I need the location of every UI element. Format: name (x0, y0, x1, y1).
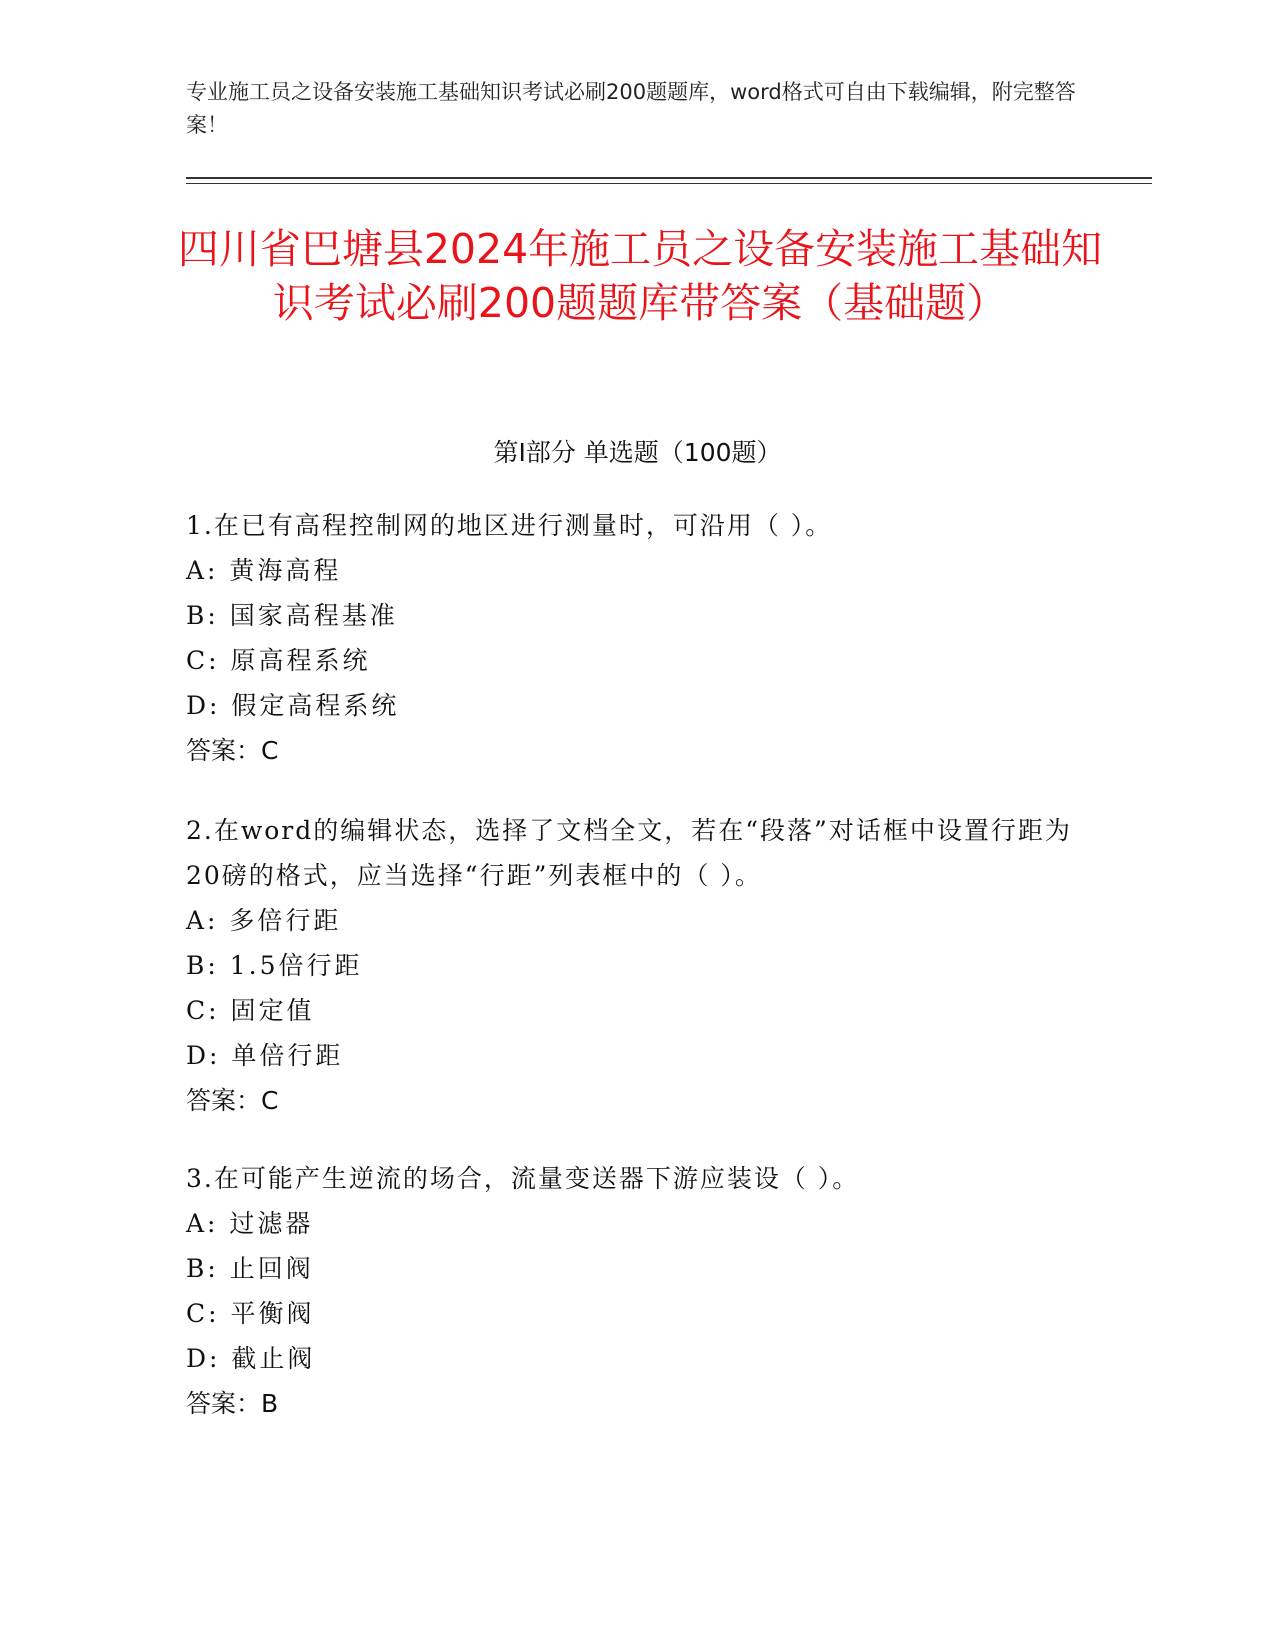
question-text: 2.在word的编辑状态，选择了文档全文，若在“段落”对话框中设置行距为20磅的格式，应当选择“行距”列表框中的（ ）。 (186, 816, 1072, 890)
answer: 答案：B (186, 1389, 279, 1418)
option-c: C: 原高程系统 (186, 646, 371, 675)
header-rule-thick (186, 177, 1152, 179)
header-note: 专业施工员之设备安装施工基础知识考试必刷200题题库，word格式可自由下载编辑，附完整答案！ (186, 80, 1076, 137)
question-text: 3.在可能产生逆流的场合，流量变送器下游应装设（ ）。 (186, 1164, 860, 1193)
question-2 (186, 808, 1086, 1123)
option-b: B: 止回阀 (186, 1254, 314, 1283)
document-title: 四川省巴塘县2024年施工员之设备安装施工基础知识考试必刷200题题库带答案（基础题） (177, 225, 1103, 327)
option-a: A: 过滤器 (186, 1209, 314, 1238)
question-text: 1.在已有高程控制网的地区进行测量时，可沿用（ ）。 (186, 511, 833, 540)
option-c: C: 平衡阀 (186, 1299, 315, 1328)
section-heading: 第Ⅰ部分 单选题（100题） (493, 438, 782, 467)
option-d: D: 单倍行距 (186, 1041, 344, 1070)
option-a: A: 黄海高程 (186, 556, 342, 585)
option-d: D: 假定高程系统 (186, 691, 400, 720)
option-d: D: 截止阀 (186, 1344, 316, 1373)
question-3 (186, 1156, 1086, 1426)
option-b: B: 国家高程基准 (186, 601, 398, 630)
option-c: C: 固定值 (186, 996, 315, 1025)
option-b: B: 1.5倍行距 (186, 951, 363, 980)
header-rule-thin (186, 183, 1152, 184)
answer: 答案：C (186, 736, 279, 765)
question-1 (186, 503, 1086, 773)
option-a: A: 多倍行距 (186, 906, 342, 935)
answer: 答案：C (186, 1086, 279, 1115)
